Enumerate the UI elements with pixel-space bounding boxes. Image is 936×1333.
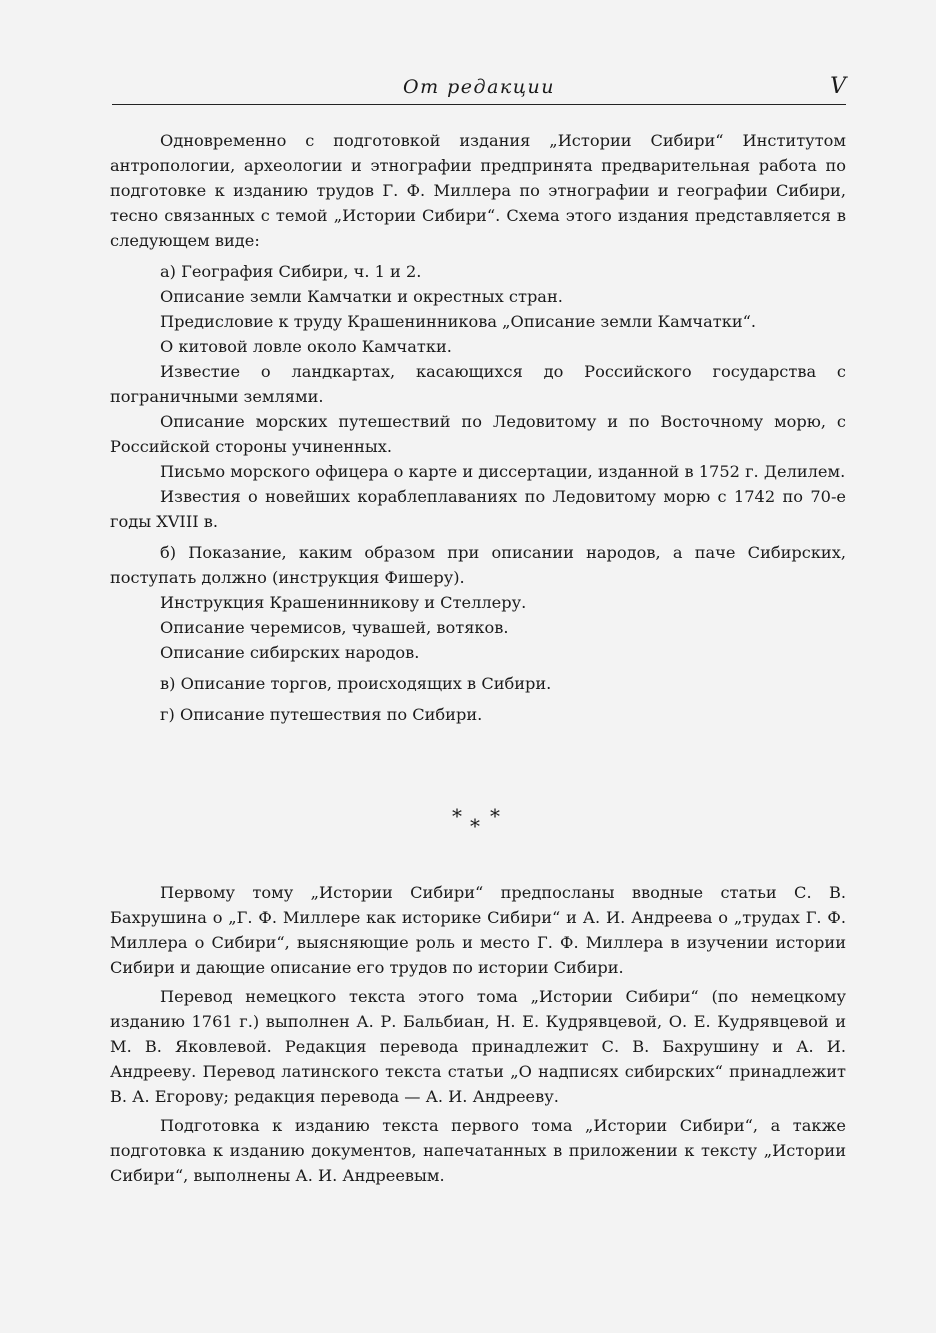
separator-star: * (470, 814, 480, 838)
separator-star: * (452, 804, 462, 828)
list-item-a-2: Описание земли Камчатки и окрестных стран. (160, 287, 563, 306)
page-number: V (830, 74, 846, 99)
list-item-v: в) Описание торгов, происходящих в Сибири. (160, 674, 552, 693)
paragraph-introductory-articles: Первому тому „Истории Сибири“ предпосланы вводные статьи С. В. Бахрушина о „Г. Ф. Миллере как историке Сибири“ и А. И. Андреева о „трудах Г. Ф. Миллера о Сибири“, выясняющие роль и место Г. Ф. Миллера в изучении истории Сибири и дающие описание его трудов по истории Сибири. (110, 883, 846, 977)
list-item-a-8: Известия о новейших кораблеплаваниях по Ледовитому морю с 1742 по 70-е годы XVIII в. (110, 487, 846, 531)
header-title: От редакции (403, 76, 555, 98)
list-item-b-4: Описание сибирских народов. (160, 643, 420, 662)
list-item-a-5: Известие о ландкартах, касающихся до Российского государства с пограничными землями. (110, 362, 846, 406)
schema-section (110, 128, 846, 727)
list-item-a-1: а) География Сибири, ч. 1 и 2. (160, 262, 422, 281)
credits-section (110, 880, 846, 1188)
list-item-a-4: О китовой ловле около Камчатки. (160, 337, 452, 356)
list-item-b-3: Описание черемисов, чувашей, вотяков. (160, 618, 509, 637)
list-item-b-2: Инструкция Крашенинникову и Стеллеру. (160, 593, 527, 612)
list-item-a-7: Письмо морского офицера о карте и диссертации, изданной в 1752 г. Делилем. (160, 462, 846, 481)
list-item-a-3: Предисловие к труду Крашенинникова „Описание земли Камчатки“. (160, 312, 757, 331)
intro-paragraph: Одновременно с подготовкой издания „Истории Сибири“ Институтом антропологии, археологии и этнографии предпринята предварительная работа по подготовке к изданию трудов Г. Ф. Миллера по этнографии и географии Сибири, тесно связанных с темой „Истории Сибири“. Схема этого издания представляется в следующем виде: (110, 131, 846, 250)
running-header (112, 72, 846, 105)
section-separator (440, 800, 510, 840)
paragraph-preparation: Подготовка к изданию текста первого тома „Истории Сибири“, а также подготовка к изданию документов, напечатанных в приложении к тексту „Истории Сибири“, выполнены А. И. Андреевым. (110, 1116, 846, 1185)
paragraph-translation: Перевод немецкого текста этого тома „Истории Сибири“ (по немецкому изданию 1761 г.) выполнен А. Р. Бальбиан, Н. Е. Кудрявцевой, О. Е. Кудрявцевой и М. В. Яковлевой. Редакция перевода принадлежит С. В. Бахрушину и А. И. Андрееву. Перевод латинского текста статьи „О надписях сибирских“ принадлежит В. А. Егорову; редакция перевода — А. И. Андрееву. (110, 987, 846, 1106)
separator-star: * (490, 804, 500, 828)
list-item-a-6: Описание морских путешествий по Ледовитому и по Восточному морю, с Российской стороны учиненных. (110, 412, 846, 456)
list-item-g: г) Описание путешествия по Сибири. (160, 705, 483, 724)
list-item-b-1: б) Показание, каким образом при описании народов, а паче Сибирских, поступать должно (инструкция Фишеру). (110, 543, 846, 587)
